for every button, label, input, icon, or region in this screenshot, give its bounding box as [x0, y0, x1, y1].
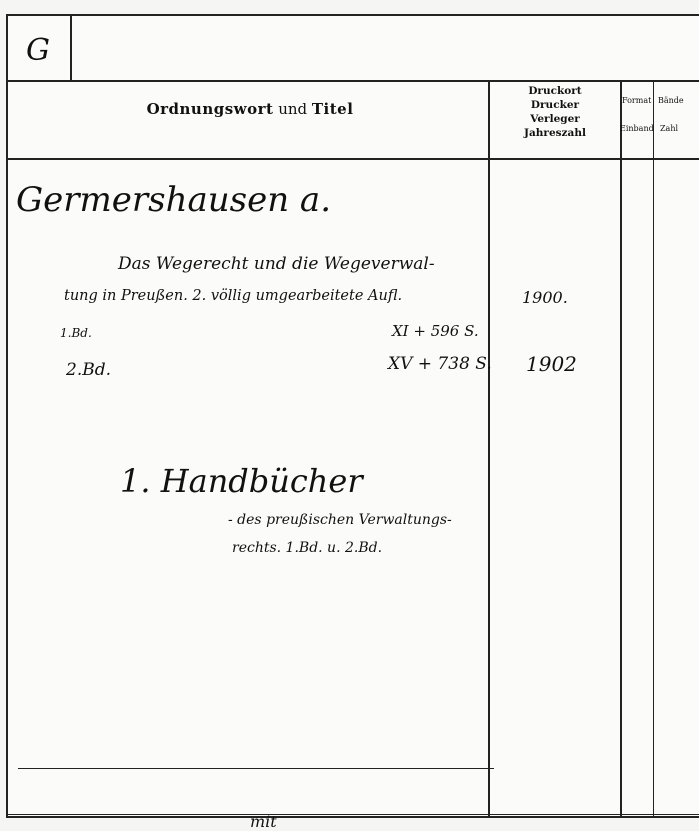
- drucker-label: Drucker: [530, 99, 580, 111]
- format-label: Format: [622, 96, 652, 105]
- publication-year-1: 1900.: [522, 288, 568, 307]
- einband-label: Einband: [620, 124, 654, 133]
- title-column-divider: [488, 80, 490, 816]
- jahreszahl-label: Jahreszahl: [524, 127, 586, 139]
- format-column-divider: [653, 80, 654, 816]
- header-title-part-2: Titel: [311, 100, 354, 118]
- volume-2-label: 2.Bd.: [66, 360, 111, 380]
- header-title: [12, 100, 488, 118]
- bottom-divider-1: [18, 768, 494, 769]
- volume-1-label: 1.Bd.: [60, 326, 92, 340]
- letter-box-divider: [70, 16, 72, 80]
- druck-label: Druckort: [528, 85, 582, 97]
- bottom-divider-2: [8, 814, 699, 815]
- publication-year-2: 1902: [526, 352, 577, 376]
- title-line-2: tung in Preußen. 2. völlig umgearbeitete Aufl.: [64, 288, 403, 304]
- druck-column-divider: [620, 80, 622, 816]
- verleger-label: Verleger: [530, 113, 580, 125]
- zahl-label: Zahl: [660, 124, 679, 133]
- druck-column-header: [490, 84, 620, 140]
- baende-label: Bände: [658, 96, 684, 105]
- volume-2-pages: XV + 738 S.: [388, 354, 492, 374]
- volume-1-pages: XI + 596 S.: [392, 322, 479, 340]
- bottom-mark: mit: [250, 812, 277, 831]
- index-letter: G: [26, 32, 50, 68]
- note-line-1: - des preußischen Verwaltungs-: [228, 512, 452, 528]
- author-name: Germershausen a.: [16, 180, 332, 220]
- header-title-part-1: Ordnungswort: [146, 100, 274, 118]
- header-title-connector: und: [273, 100, 312, 118]
- top-row-divider: [8, 80, 699, 82]
- subject-heading: 1. Handbücher: [120, 462, 363, 500]
- note-line-2: rechts. 1.Bd. u. 2.Bd.: [232, 540, 383, 556]
- title-line-1: Das Wegerecht und die Wegeverwal-: [118, 254, 435, 274]
- header-row-divider: [8, 158, 699, 160]
